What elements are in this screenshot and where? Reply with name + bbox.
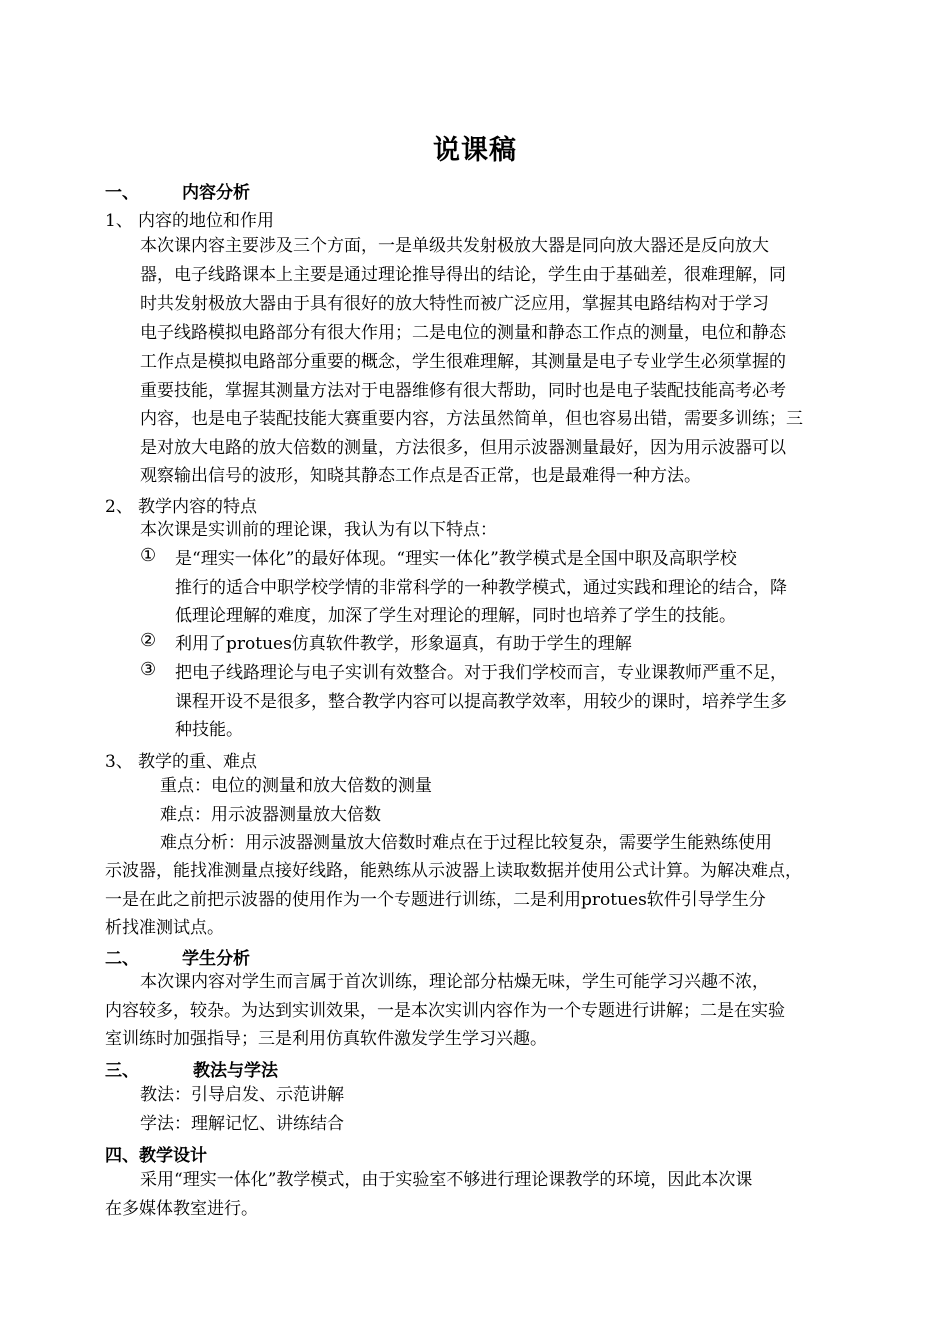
subsection-1-1-number: 1、 xyxy=(105,211,133,231)
list-marker: ① xyxy=(140,545,157,566)
list-item-line: 低理论理解的难度，加深了学生对理论的理解，同时也培养了学生的技能。 xyxy=(175,606,736,626)
paragraph-line: 内容较多，较杂。为达到实训效果，一是本次实训内容作为一个专题进行讲解；二是在实验 xyxy=(105,1001,785,1021)
paragraph-line: 室训练时加强指导；三是利用仿真软件激发学生学习兴趣。 xyxy=(105,1029,547,1049)
section-2-heading xyxy=(105,944,250,969)
key-point: 重点：电位的测量和放大倍数的测量 xyxy=(160,776,432,796)
section-3-heading xyxy=(105,1056,278,1081)
section-1-heading xyxy=(105,178,250,203)
paragraph-line: 本次课内容对学生而言属于首次训练，理论部分枯燥无味，学生可能学习兴趣不浓， xyxy=(140,972,769,992)
paragraph-line: 时共发射极放大器由于具有很好的放大特性而被广泛应用，掌握其电路结构对于学习 xyxy=(140,294,769,314)
paragraph-line: 本次课内容主要涉及三个方面，一是单级共发射极放大器是同向放大器还是反向放大 xyxy=(140,236,769,256)
subsection-1-3-title: 教学的重、难点 xyxy=(138,752,257,772)
section-2-number: 二、 xyxy=(105,949,139,969)
list-marker: ③ xyxy=(140,659,157,680)
subsection-1-1-title: 内容的地位和作用 xyxy=(138,211,274,231)
list-item-line: 把电子线路理论与电子实训有效整合。对于我们学校而言，专业课教师严重不足， xyxy=(175,663,787,683)
paragraph-line: 在多媒体教室进行。 xyxy=(105,1199,258,1219)
subsection-1-3-heading xyxy=(105,747,257,772)
section-1-number: 一、 xyxy=(105,183,139,203)
list-item-line: 课程开设不是很多，整合教学内容可以提高教学效率，用较少的课时，培养学生多 xyxy=(175,692,787,712)
subsection-1-2-heading xyxy=(105,492,257,517)
section-2-title: 学生分析 xyxy=(182,949,250,969)
difficult-point: 难点：用示波器测量放大倍数 xyxy=(160,805,381,825)
section-3-number: 三、 xyxy=(105,1061,139,1081)
section-3-title: 教法与学法 xyxy=(193,1061,278,1081)
paragraph-line: 析找准测试点。 xyxy=(105,918,224,938)
paragraph-line: 重要技能，掌握其测量方法对于电器维修有很大帮助，同时也是电子装配技能高考必考 xyxy=(140,381,786,401)
paragraph-line: 本次课是实训前的理论课，我认为有以下特点： xyxy=(140,520,497,540)
list-item-line: 种技能。 xyxy=(175,720,243,740)
subsection-1-2-number: 2、 xyxy=(105,497,133,517)
teaching-method: 教法：引导启发、示范讲解 xyxy=(140,1085,344,1105)
learning-method: 学法：理解记忆、讲练结合 xyxy=(140,1114,344,1134)
paragraph-line: 内容，也是电子装配技能大赛重要内容，方法虽然简单，但也容易出错，需要多训练；三 xyxy=(140,409,803,429)
list-item-line: 推行的适合中职学校学情的非常科学的一种教学模式，通过实践和理论的结合，降 xyxy=(175,578,787,598)
list-marker: ② xyxy=(140,630,157,651)
subsection-1-2-title: 教学内容的特点 xyxy=(138,497,257,517)
paragraph-line: 是对放大电路的放大倍数的测量，方法很多，但用示波器测量最好，因为用示波器可以 xyxy=(140,438,786,458)
paragraph-line: 电子线路模拟电路部分有很大作用；二是电位的测量和静态工作点的测量，电位和静态 xyxy=(140,323,786,343)
paragraph-line: 采用“理实一体化”教学模式，由于实验室不够进行理论课教学的环境，因此本次课 xyxy=(140,1170,753,1190)
paragraph-line: 器，电子线路课本上主要是通过理论推导得出的结论，学生由于基础差，很难理解，同 xyxy=(140,265,786,285)
section-4-heading: 四、教学设计 xyxy=(105,1146,207,1166)
paragraph-line: 工作点是模拟电路部分重要的概念，学生很难理解，其测量是电子专业学生必须掌握的 xyxy=(140,352,786,372)
subsection-1-1-heading xyxy=(105,206,274,231)
subsection-1-3-number: 3、 xyxy=(105,752,133,772)
list-item-line: 是“理实一体化”的最好体现。“理实一体化”教学模式是全国中职及高职学校 xyxy=(175,549,737,569)
paragraph-line: 一是在此之前把示波器的使用作为一个专题进行训练，二是利用protues软件引导学生分 xyxy=(105,890,766,910)
paragraph-line: 示波器，能找准测量点接好线路，能熟练从示波器上读取数据并使用公式计算。为解决难点， xyxy=(105,861,802,881)
document-title: 说课稿 xyxy=(433,135,517,166)
paragraph-line: 观察输出信号的波形，知晓其静态工作点是否正常，也是最难得一种方法。 xyxy=(140,466,701,486)
list-item-line: 利用了protues仿真软件教学，形象逼真，有助于学生的理解 xyxy=(175,634,632,654)
paragraph-line: 难点分析：用示波器测量放大倍数时难点在于过程比较复杂，需要学生能熟练使用 xyxy=(160,833,772,853)
section-1-title: 内容分析 xyxy=(182,183,250,203)
